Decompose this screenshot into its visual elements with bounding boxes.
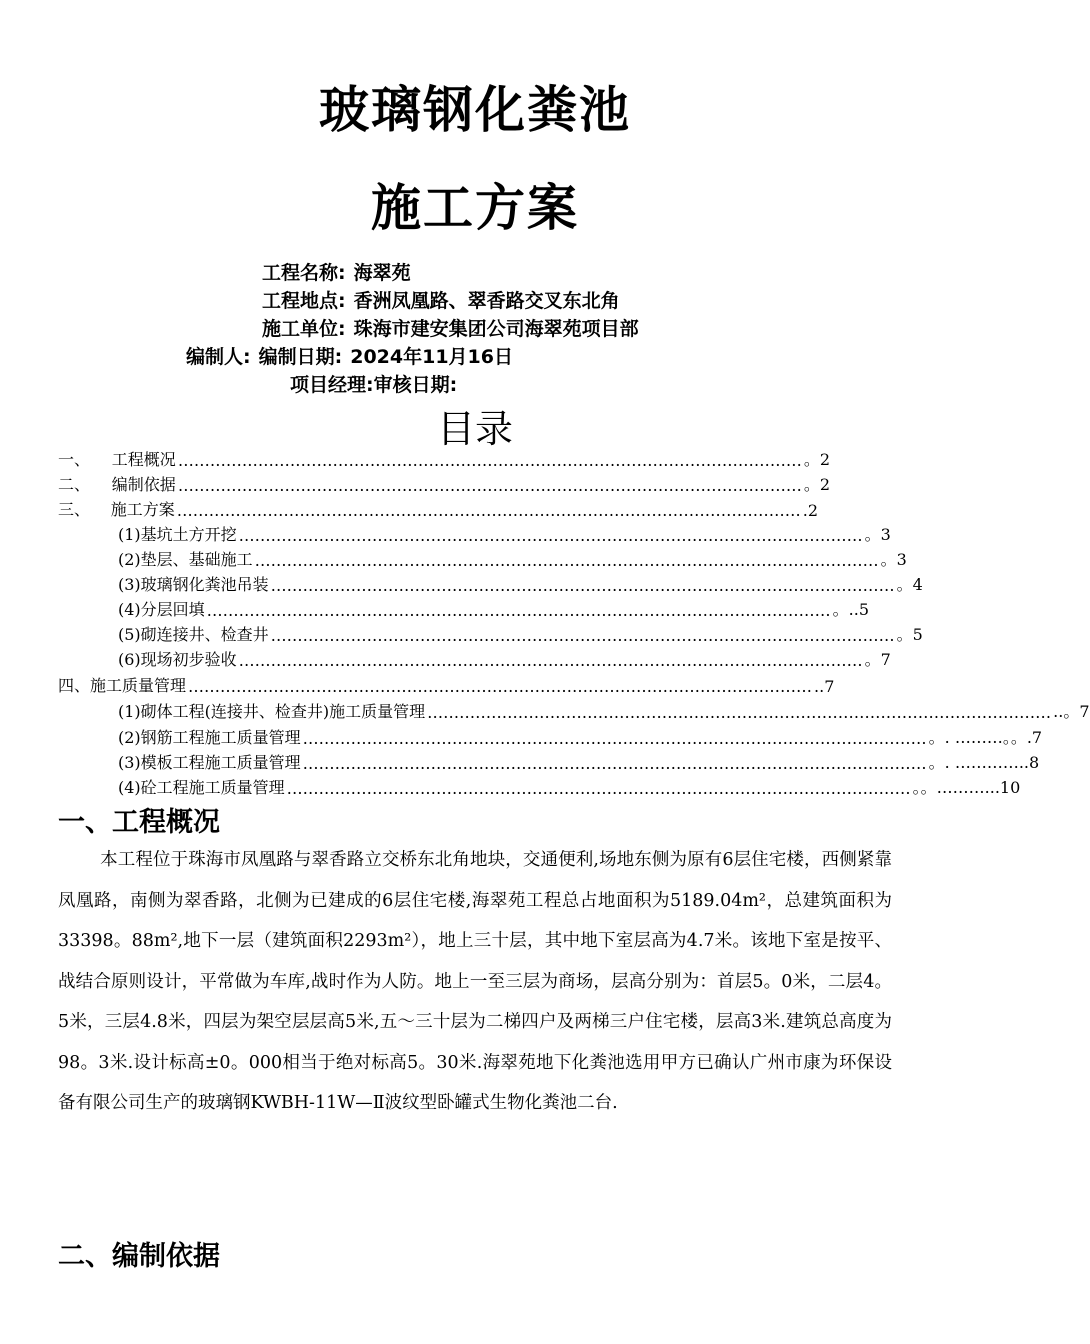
- toc-leader: ………………………………………………………………………………………………………: [286, 779, 911, 798]
- toc-leader: ………………………………………………………………………………………………………: [238, 651, 863, 670]
- toc-leader: ………………………………………………………………………………………………………: [188, 677, 813, 696]
- toc-page: 。3: [864, 525, 891, 544]
- section-2-heading: 二、编制依据: [58, 1241, 220, 1272]
- toc-text: (5)砌连接井、检查井: [118, 625, 269, 644]
- toc-item[interactable]: [118, 774, 1021, 798]
- toc-text: (3)模板工程施工质量管理: [118, 753, 301, 772]
- toc-item[interactable]: [58, 471, 830, 495]
- toc-text: 编制依据: [111, 475, 176, 494]
- location-value: 香洲凤凰路、翠香路交叉东北角: [353, 290, 620, 312]
- toc-page: 。2: [803, 450, 830, 469]
- toc-item[interactable]: [58, 672, 835, 696]
- toc-item[interactable]: [118, 521, 891, 545]
- toc-item[interactable]: [118, 596, 870, 620]
- toc-page: 。..5: [832, 600, 870, 619]
- project-name-label: 工程名称:: [262, 262, 346, 284]
- document-subtitle: 施工方案: [371, 179, 579, 237]
- toc-leader: ………………………………………………………………………………………………………: [427, 703, 1052, 722]
- toc-text: (2)垫层、基础施工: [118, 550, 253, 569]
- toc-number: 二、: [58, 475, 91, 494]
- toc-leader: ………………………………………………………………………………………………………: [238, 526, 863, 545]
- compiler-line: [186, 342, 513, 369]
- toc-text: 施工质量管理: [90, 676, 187, 695]
- toc-leader: ………………………………………………………………………………………………………: [206, 601, 831, 620]
- project-location-line: [262, 286, 620, 313]
- toc-text: (1)基坑土方开挖: [118, 525, 237, 544]
- toc-item[interactable]: [118, 621, 923, 645]
- toc-text: (4)砼工程施工质量管理: [118, 778, 285, 797]
- toc-item[interactable]: [58, 496, 818, 520]
- toc-page: 。4: [896, 575, 923, 594]
- toc-leader: ………………………………………………………………………………………………………: [254, 551, 879, 570]
- toc-leader: ………………………………………………………………………………………………………: [270, 576, 895, 595]
- paragraph-text: 本工程位于珠海市凤凰路与翠香路立交桥东北角地块，交通便利,场地东侧为原有6层住宅楼，西侧紧靠凤凰路，南侧为翠香路，北侧为已建成的6层住宅楼,海翠苑工程总占地面积为5189.04m²，总建筑面积为33398。88m²,地下一层（建筑面积2293m²），地上三十层，其中地下室层高为4.7米。该地下室是按平、战结合原则设计，平常做为车库,战时作为人防。地上一至三层为商场，层高分别为：首层5。0米，二层4。5米，三层4.8米，四层为架空层层高5米,五～三十层为二梯四户及两梯三户住宅楼，层高3米.建筑总高度为98。3米.设计标高±0。000相当于绝对标高5。30米.海翠苑地下化粪池选用甲方已确认广州市康为环保设备有限公司生产的玻璃钢KWBH-11W—Ⅱ波纹型卧罐式生物化粪池二台.: [58, 850, 892, 1113]
- toc-leader: ………………………………………………………………………………………………………: [270, 626, 895, 645]
- toc-page: 。2: [803, 475, 830, 494]
- toc-page: 。. ………。。.7: [928, 728, 1043, 747]
- project-name-line: [262, 258, 411, 285]
- toc-page: 。5: [896, 625, 923, 644]
- toc-text: (4)分层回填: [118, 600, 205, 619]
- toc-page: ..。7: [1053, 702, 1090, 721]
- toc-text: 工程概况: [111, 450, 176, 469]
- toc-leader: ………………………………………………………………………………………………………: [177, 476, 802, 495]
- compile-date-label: 编制日期:: [258, 346, 343, 368]
- review-date-label: 审核日期:: [373, 374, 458, 396]
- toc-item[interactable]: [118, 571, 923, 595]
- toc-item[interactable]: [118, 698, 1090, 722]
- toc-page: .2: [802, 501, 818, 520]
- toc-leader: ………………………………………………………………………………………………………: [176, 501, 801, 520]
- toc-item[interactable]: [118, 749, 1040, 773]
- toc-item[interactable]: [58, 446, 830, 470]
- location-label: 工程地点:: [262, 290, 346, 312]
- toc-text: (6)现场初步验收: [118, 650, 237, 669]
- contractor-line: [262, 314, 639, 341]
- toc-text: (1)砌体工程(连接井、检查井)施工质量管理: [118, 702, 426, 721]
- toc-page: 。3: [880, 550, 907, 569]
- toc-page: 。7: [864, 650, 891, 669]
- toc-item[interactable]: [118, 646, 891, 670]
- toc-page: 。. …………..8: [928, 753, 1040, 772]
- review-line: [290, 370, 457, 397]
- toc-text: 施工方案: [110, 500, 175, 519]
- toc-number: 四、: [58, 676, 91, 695]
- compiler-label: 编制人:: [186, 346, 251, 368]
- toc-number: 一、: [58, 450, 91, 469]
- toc-leader: ………………………………………………………………………………………………………: [177, 451, 802, 470]
- project-name-value: 海翠苑: [353, 262, 411, 284]
- toc-item[interactable]: [118, 724, 1043, 748]
- pm-label: 项目经理:: [290, 374, 374, 396]
- compile-date-value: 2024年11月16日: [350, 346, 513, 368]
- toc-page: 。。………...10: [912, 778, 1021, 797]
- toc-leader: ………………………………………………………………………………………………………: [302, 754, 927, 773]
- contractor-value: 珠海市建安集团公司海翠苑项目部: [353, 318, 639, 340]
- toc-text: (2)钢筋工程施工质量管理: [118, 728, 301, 747]
- toc-text: (3)玻璃钢化粪池吊装: [118, 575, 269, 594]
- toc-item[interactable]: [118, 546, 907, 570]
- project-overview-paragraph: [58, 840, 892, 1124]
- document-title: 玻璃钢化粪池: [319, 81, 631, 139]
- section-1-heading: 一、工程概况: [58, 807, 220, 838]
- toc-heading: 目录: [436, 407, 513, 451]
- toc-number: 三、: [58, 500, 91, 519]
- toc-page: ..7: [814, 677, 835, 696]
- toc-leader: ………………………………………………………………………………………………………: [302, 729, 927, 748]
- contractor-label: 施工单位:: [262, 318, 346, 340]
